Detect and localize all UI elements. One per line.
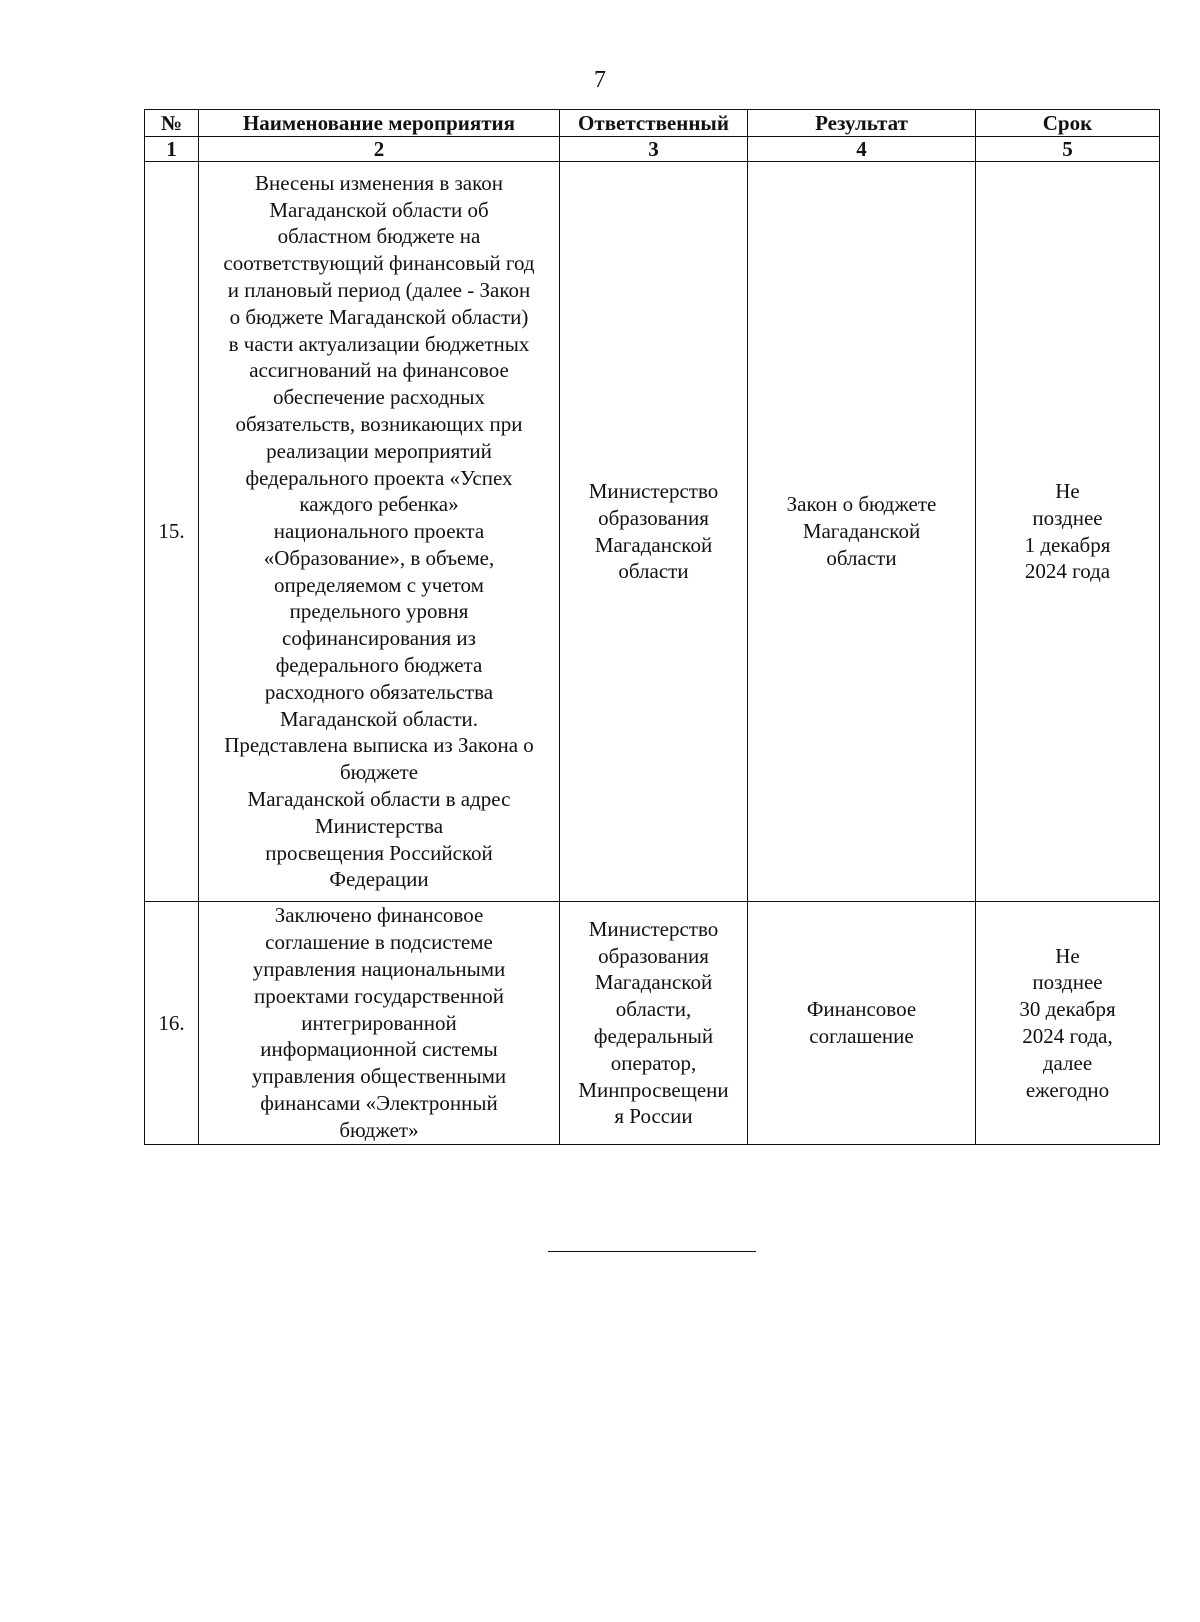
cell-text-line: управления общественными (251, 1064, 507, 1089)
cell-text-line: соответствующий финансовый год (223, 251, 535, 276)
header-responsible: Ответственный (560, 110, 748, 137)
footer-divider (548, 1251, 756, 1252)
cell-text-line: Заключено финансовое (274, 903, 484, 928)
cell-text-line: 2024 года (1024, 559, 1111, 584)
cell-text-line: Финансовое (806, 997, 917, 1022)
cell-text-line: расходного обязательства (264, 679, 494, 704)
cell-text-line: оператор, (610, 1050, 697, 1075)
cell-text-line: Магаданской области в адрес (247, 787, 511, 812)
cell-text-line: финансами «Электронный (260, 1090, 498, 1115)
cell-text-line: и плановый период (далее - Закон (227, 277, 531, 302)
cell-text-line: 30 декабря (1019, 997, 1116, 1022)
cell-text-line: Министерство (588, 478, 719, 503)
cell-text-line: федерального бюджета (275, 653, 483, 678)
responsible-cell (560, 902, 748, 1145)
cell-text-line: федеральный (593, 1024, 714, 1048)
cell-text-line: Представлена выписка из Закона о (224, 733, 534, 758)
cell-text-line: Минпросвещени (578, 1077, 729, 1102)
cell-text-line: софинансирования из (282, 626, 476, 651)
cell-text-line: о бюджете Магаданской области) (229, 304, 529, 329)
deadline-cell (976, 162, 1160, 902)
column-number: 5 (976, 137, 1160, 162)
cell-text-line: позднее (1032, 970, 1103, 995)
responsible-cell (560, 162, 748, 902)
cell-text-line: 1 декабря (1024, 532, 1111, 557)
cell-text-line: обязательств, возникающих при (235, 411, 523, 436)
cell-text-line: Не (1055, 943, 1080, 968)
cell-text-line: бюджет» (339, 1117, 419, 1142)
activity-description (199, 902, 560, 1145)
cell-text-line: Министерство (588, 916, 719, 941)
cell-text-line: управления национальными (252, 957, 506, 981)
cell-text-line: ежегодно (1025, 1077, 1110, 1102)
column-number: 1 (145, 137, 199, 162)
header-activity-name: Наименование мероприятия (199, 110, 560, 137)
column-number: 3 (560, 137, 748, 162)
header-row (145, 110, 1160, 137)
result-cell (748, 162, 976, 902)
cell-text-line: Магаданской (594, 970, 713, 995)
header-result: Результат (748, 110, 976, 137)
cell-text-line: предельного уровня (289, 599, 469, 624)
cell-text-line: ассигнований на финансовое (249, 358, 509, 383)
table-row (145, 162, 1160, 902)
cell-text-line: просвещения Российской (265, 840, 493, 865)
cell-text-line: федерального проекта «Успех (245, 465, 513, 490)
cell-text-line: я России (614, 1104, 693, 1129)
cell-text-line: области (826, 545, 897, 570)
cell-text-line: каждого ребенка» (299, 492, 459, 517)
cell-text-line: образования (598, 943, 709, 968)
cell-text-line: 2024 года, (1022, 1024, 1113, 1048)
page-number: 7 (594, 67, 606, 93)
row-number: 16. (145, 902, 199, 1145)
cell-text-line: области (618, 559, 689, 584)
cell-text-line: Магаданской области. (279, 706, 479, 731)
cell-text-line: интегрированной (301, 1010, 457, 1035)
deadline-cell (976, 902, 1160, 1145)
cell-text-line: соглашение (809, 1024, 914, 1048)
cell-text-line: области, (615, 997, 692, 1022)
column-numbers-row (145, 137, 1160, 162)
activities-table (144, 109, 1160, 1145)
cell-text-line: бюджете (339, 760, 419, 785)
cell-text-line: информационной системы (260, 1037, 498, 1062)
cell-text-line: Закон о бюджете (786, 492, 937, 517)
cell-text-line: проектами государственной (254, 983, 504, 1008)
cell-text-line: определяемом с учетом (274, 572, 484, 597)
column-number: 4 (748, 137, 976, 162)
column-number: 2 (199, 137, 560, 162)
cell-text-line: образования (598, 505, 709, 530)
cell-text-line: реализации мероприятий (266, 438, 492, 463)
header-number: № (145, 110, 199, 137)
cell-text-line: Не (1055, 478, 1080, 503)
result-cell (748, 902, 976, 1145)
cell-text-line: позднее (1032, 505, 1103, 530)
cell-text-line: Министерства (314, 813, 444, 838)
cell-text-line: Федерации (329, 867, 429, 892)
cell-text-line: в части актуализации бюджетных (228, 331, 530, 356)
cell-text-line: «Образование», в объеме, (263, 545, 495, 570)
cell-text-line: Магаданской (594, 532, 713, 557)
cell-text-line: далее (1042, 1050, 1093, 1075)
cell-text-line: соглашение в подсистеме (265, 930, 493, 955)
table-row (145, 902, 1160, 1145)
cell-text-line: Внесены изменения в закон (254, 170, 504, 195)
cell-text-line: обеспечение расходных (272, 385, 486, 410)
cell-text-line: Магаданской области об (269, 197, 489, 222)
row-number: 15. (145, 162, 199, 902)
cell-text-line: национального проекта (273, 519, 485, 544)
activity-description (199, 162, 560, 902)
header-deadline: Срок (976, 110, 1160, 137)
cell-text-line: Магаданской (802, 519, 921, 544)
cell-text-line: областном бюджете на (277, 224, 481, 249)
